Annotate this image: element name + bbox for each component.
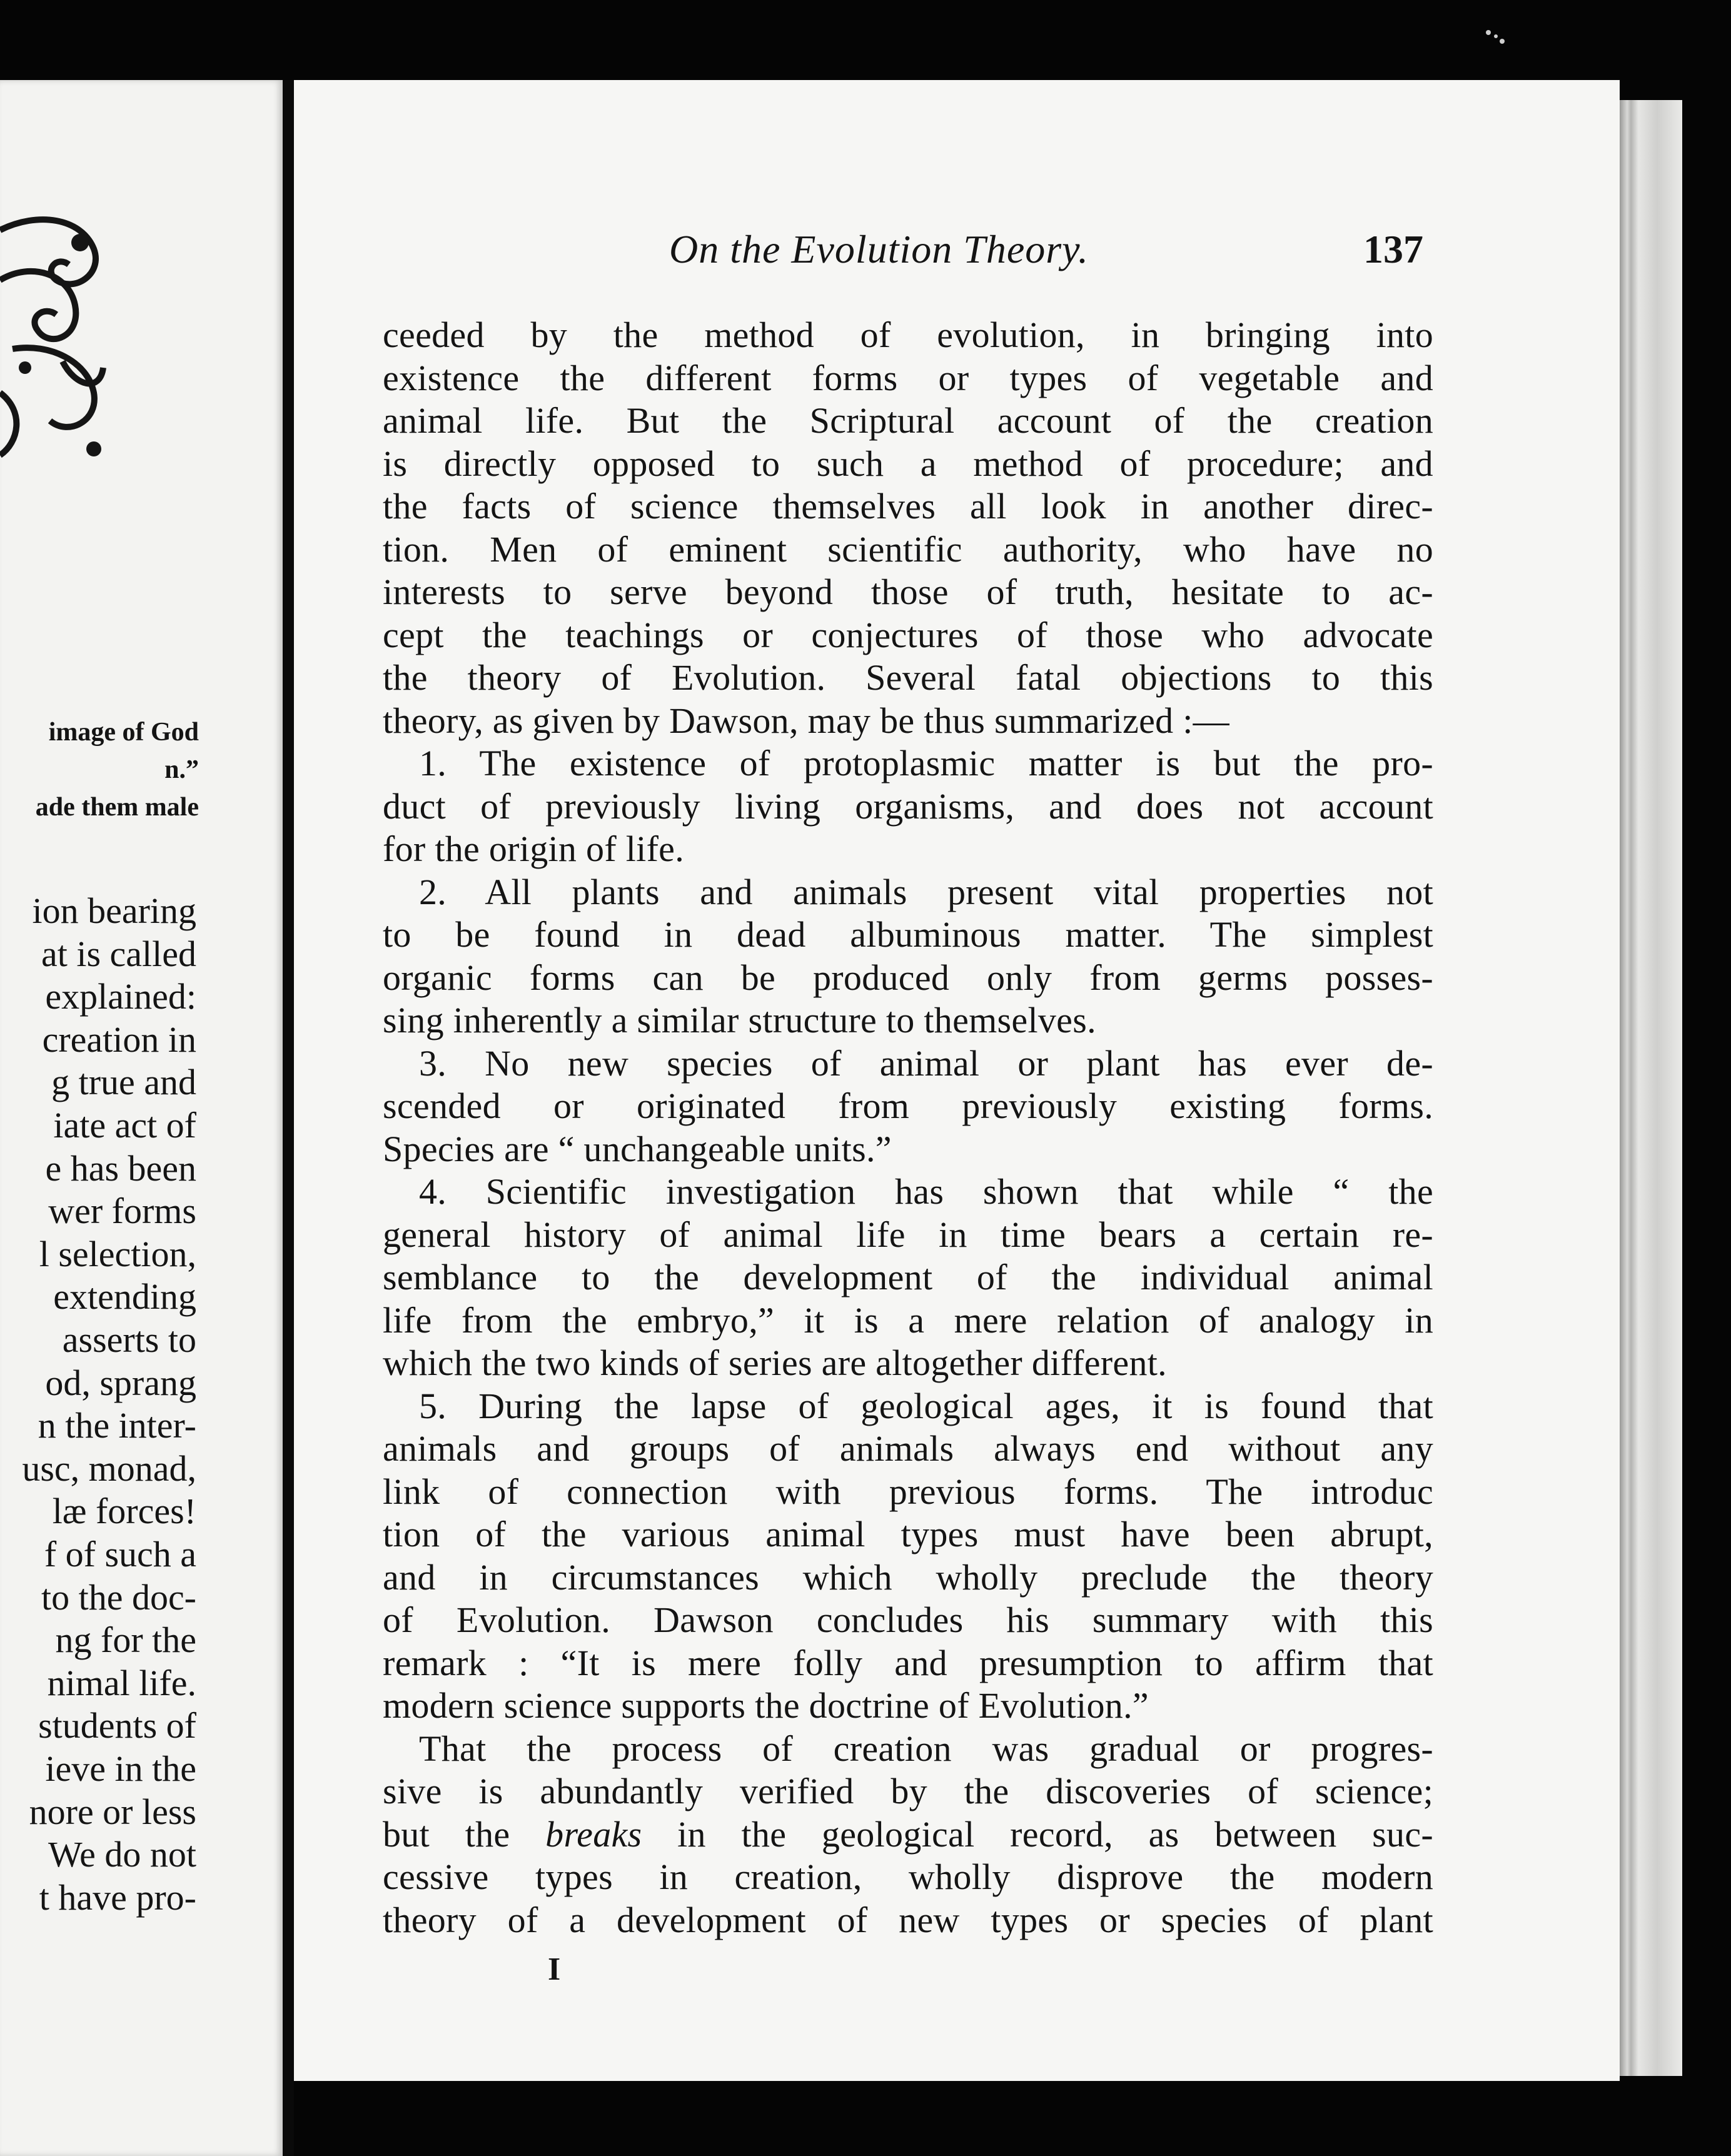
text-line: life from the embryo,” it is a mere relation of analogy in xyxy=(383,1299,1433,1341)
text-line: Species are “ unchangeable units.” xyxy=(383,1128,892,1169)
text-line: remark : “It is mere folly and presumption to affirm that xyxy=(383,1642,1433,1683)
left-page-line: at is called xyxy=(41,933,196,974)
text-line: general history of animal life in time bears a certain re- xyxy=(383,1214,1433,1255)
left-page-line: students of xyxy=(38,1705,196,1746)
text-line: 1. The existence of protoplasmic matter is but the pro- xyxy=(419,743,1433,783)
left-page-line: usc, monad, xyxy=(22,1448,196,1489)
left-page-line: e has been xyxy=(45,1147,196,1189)
text-line: is directly opposed to such a method of procedure; and xyxy=(383,443,1433,484)
signature-mark: I xyxy=(548,1952,561,1987)
left-page-line: nimal life. xyxy=(47,1662,196,1703)
left-page-line: ieve in the xyxy=(45,1748,196,1789)
text-line: theory, as given by Dawson, may be thus summarized :— xyxy=(383,700,1229,741)
text-line: of Evolution. Dawson concludes his summary with this xyxy=(383,1599,1433,1640)
text-line: interests to serve beyond those of truth, hesitate to ac- xyxy=(383,572,1433,612)
text-line: the theory of Evolution. Several fatal objections to this xyxy=(383,657,1433,698)
left-page-line: n the inter- xyxy=(38,1405,196,1446)
left-page-line: asserts to xyxy=(62,1319,196,1360)
text-line: sive is abundantly verified by the discoveries of science; xyxy=(383,1771,1433,1811)
running-head: On the Evolution Theory. xyxy=(669,227,1089,271)
text-line: 2. All plants and animals present vital properties not xyxy=(419,871,1433,912)
left-page-line: t have pro- xyxy=(39,1876,196,1918)
left-page-line: to the doc- xyxy=(41,1576,196,1618)
text-line: tion of the various animal types must have been abrupt, xyxy=(383,1514,1433,1554)
left-page-line: n.” xyxy=(164,755,199,784)
text-line: animal life. But the Scriptural account of the creation xyxy=(383,400,1433,441)
left-page-line: ade them male xyxy=(35,793,199,822)
text-line: duct of previously living organisms, and does not account xyxy=(383,785,1433,827)
left-page-line: g true and xyxy=(51,1062,196,1103)
left-page-line: ion bearing xyxy=(32,890,196,931)
text-line: tion. Men of eminent scientific authority, who have no xyxy=(383,528,1433,570)
text-line: animals and groups of animals always end without any xyxy=(383,1428,1433,1469)
text-line: 5. During the lapse of geological ages, it is found that xyxy=(419,1385,1433,1426)
text-line: semblance to the development of the individual animal xyxy=(383,1257,1433,1297)
left-page-line: læ forces! xyxy=(52,1491,196,1532)
left-page-line: od, sprang xyxy=(45,1362,196,1403)
left-page-line: f of such a xyxy=(44,1534,196,1574)
text-line: ceeded by the method of evolution, in bringing into xyxy=(383,315,1433,355)
text-line: link of connection with previous forms. The introduc xyxy=(383,1471,1433,1512)
text-line: modern science supports the doctrine of Evolution.” xyxy=(383,1685,1149,1726)
scan-specks xyxy=(1482,25,1520,50)
text-line: and in circumstances which wholly preclude the theory xyxy=(383,1556,1433,1598)
left-page-line: creation in xyxy=(42,1019,196,1060)
book-gutter xyxy=(283,80,294,2156)
text-line: theory of a development of new types or species of plant xyxy=(383,1899,1433,1940)
text-line: organic forms can be produced only from germs posses- xyxy=(383,957,1433,998)
left-page-line: image of God xyxy=(48,718,199,747)
left-page-line: ng for the xyxy=(55,1620,196,1661)
left-page-line: iate act of xyxy=(53,1105,196,1146)
left-page-line: We do not xyxy=(48,1834,196,1875)
text-line: 4. Scientific investigation has shown that while “ the xyxy=(419,1171,1433,1212)
page-number: 137 xyxy=(1363,227,1423,271)
text-line: 3. No new species of animal or plant has ever de- xyxy=(419,1042,1433,1084)
left-page-line: l selection, xyxy=(39,1233,196,1274)
text-line: which the two kinds of series are altogether different. xyxy=(383,1342,1167,1383)
text-line: but the breaks in the geological record, as between suc- xyxy=(383,1813,1434,1855)
text-line: scended or originated from previously existing forms. xyxy=(383,1086,1433,1126)
text-line: That the process of creation was gradual or progres- xyxy=(419,1728,1433,1769)
text-line: existence the different forms or types of vegetable and xyxy=(383,357,1433,398)
text-line: cept the teachings or conjectures of those who advocate xyxy=(383,614,1433,655)
text-line: cessive types in creation, wholly disprove the modern xyxy=(383,1856,1433,1897)
text-line: for the origin of life. xyxy=(383,829,685,869)
page-edge-stack xyxy=(1620,100,1682,2076)
body-text xyxy=(383,314,1433,1942)
text-line: sing inherently a similar structure to themselves. xyxy=(383,1000,1096,1040)
text-line: to be found in dead albuminous matter. The simplest xyxy=(383,914,1433,955)
left-page-line: extending xyxy=(53,1276,196,1317)
text-line: the facts of science themselves all look in another direc- xyxy=(383,486,1433,526)
left-page-line: nore or less xyxy=(29,1791,196,1832)
left-facing-page xyxy=(0,80,283,2156)
left-page-line: explained: xyxy=(45,976,196,1017)
left-page-line: wer forms xyxy=(48,1191,196,1232)
decorative-initial-ornament xyxy=(0,205,106,468)
